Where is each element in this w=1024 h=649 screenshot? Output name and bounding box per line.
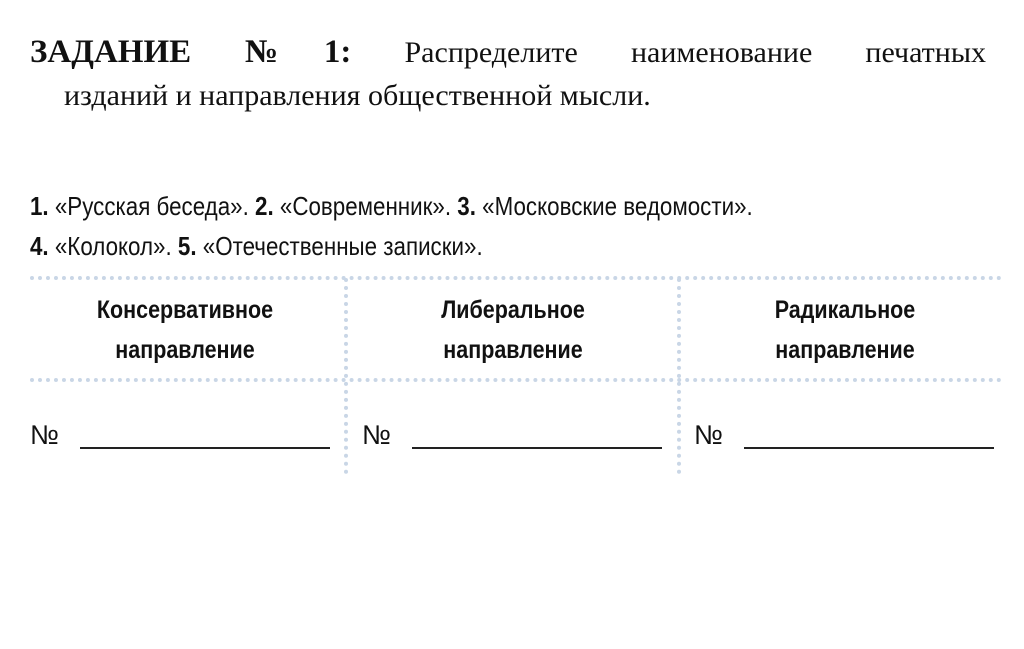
publications-list	[30, 186, 753, 266]
table-column-divider	[677, 278, 681, 474]
header-line: направление	[115, 336, 255, 364]
item-name: «Колокол».	[54, 231, 172, 261]
task-text-line2: изданий и направления общественной мысли.	[64, 79, 651, 112]
table-column-divider	[344, 278, 348, 474]
item-name: «Современник».	[279, 191, 452, 221]
task-heading	[30, 30, 986, 75]
header-line: Консервативное	[96, 296, 274, 324]
number-sign: №	[362, 420, 391, 450]
item-number: 1.	[30, 191, 49, 221]
item-name: «Русская беседа».	[54, 191, 249, 221]
task-text-line1: Распределите наименование печатных	[404, 36, 986, 69]
header-radical	[712, 290, 979, 370]
header-line: направление	[443, 336, 583, 364]
table-top-border	[30, 276, 1002, 280]
answer-blank-liberal[interactable]	[412, 447, 662, 449]
number-sign: №	[694, 420, 723, 450]
answer-blank-conservative[interactable]	[80, 447, 330, 449]
header-line: Радикальное	[774, 296, 916, 324]
task-label: ЗАДАНИЕ №1:	[30, 34, 352, 70]
item-name: «Московские ведомости».	[482, 191, 753, 221]
number-sign: №	[30, 420, 59, 450]
publications-line-1	[30, 186, 753, 226]
item-number: 4.	[30, 231, 49, 261]
item-name: «Отечественные записки».	[202, 231, 483, 261]
item-number: 5.	[177, 231, 197, 261]
header-conservative	[52, 290, 319, 370]
item-number: 3.	[457, 191, 476, 221]
item-number: 2.	[255, 191, 274, 221]
header-line: направление	[775, 336, 915, 364]
header-liberal	[380, 290, 647, 370]
answer-blank-radical[interactable]	[744, 447, 994, 449]
publications-line-2	[30, 226, 753, 266]
header-line: Либеральное	[441, 296, 585, 324]
table-header-border	[30, 378, 1002, 382]
